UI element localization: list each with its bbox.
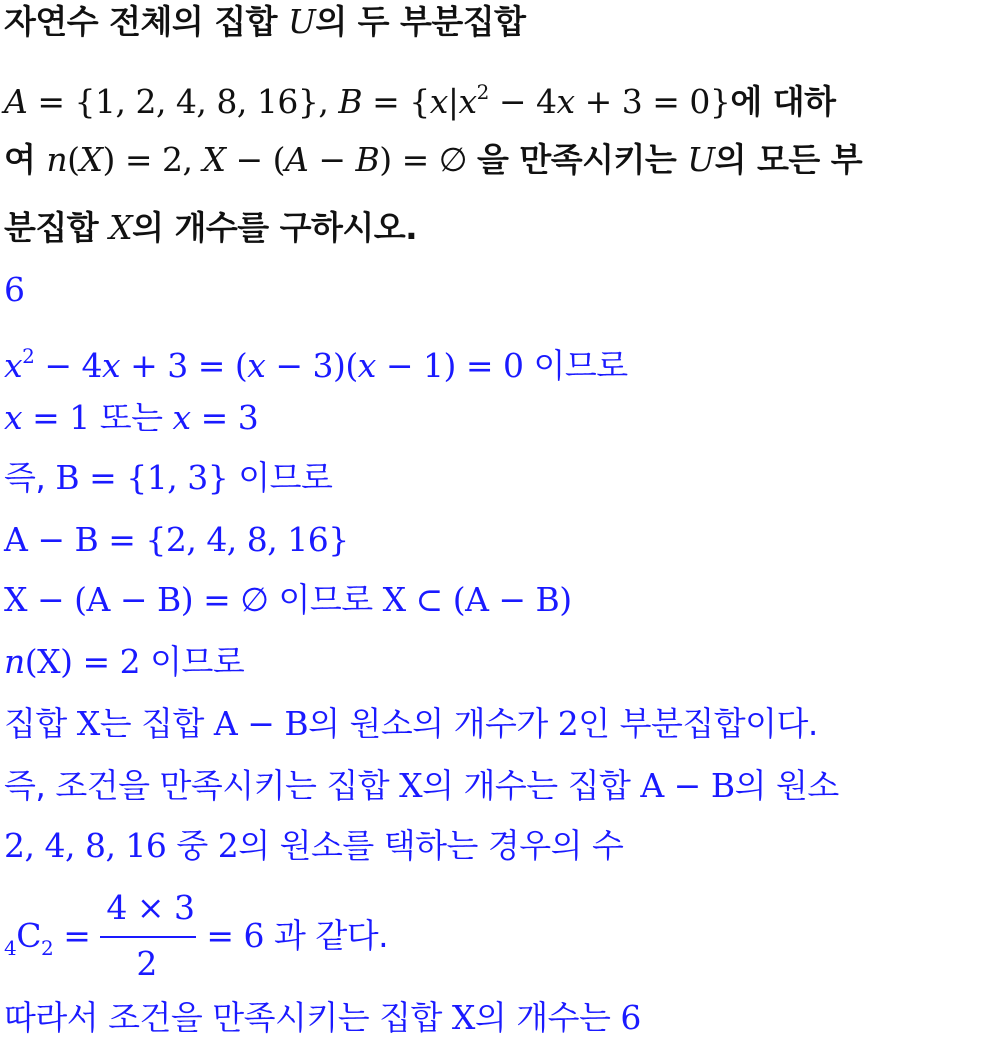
math-subscript: 4 — [4, 936, 17, 960]
question-text: 의 모든 부 — [714, 140, 863, 179]
math-symbol: x — [172, 398, 191, 437]
math-symbol: x — [102, 346, 121, 385]
math-symbol: x — [4, 346, 23, 385]
math-text: X — [451, 998, 475, 1037]
math-text: = 6 — [196, 916, 274, 955]
math-text: 2 — [217, 826, 239, 865]
math-symbol: x — [458, 82, 477, 121]
solution-text: 이므로 — [238, 458, 333, 497]
question-line-1 — [4, 2, 526, 42]
math-text: + 3 = 0} — [574, 82, 731, 121]
solution-text: 는 집합 — [99, 704, 214, 743]
math-text: 2, 4, 8, 16 — [4, 826, 177, 865]
math-text: = 1 — [22, 398, 100, 437]
math-text: ) = 2, — [102, 140, 203, 179]
solution-text: 또는 — [99, 398, 173, 437]
solution-text: 의 개수는 — [474, 998, 621, 1037]
fraction-bar — [100, 936, 196, 938]
math-text: = {1, 2, 4, 8, 16}, — [27, 82, 339, 121]
math-symbol: B — [338, 82, 363, 121]
math-text: X — [399, 766, 423, 805]
solution-line-5 — [4, 580, 572, 620]
solution-text: 인 부분집합이다. — [578, 704, 818, 743]
math-symbol: n — [46, 140, 68, 179]
math-text: C — [16, 916, 41, 955]
math-text: − ( — [225, 140, 286, 179]
math-text: − 4 — [488, 82, 557, 121]
math-text: ( — [67, 140, 80, 179]
fraction-numerator: 4 × 3 — [106, 888, 195, 927]
solution-text: 즉, 조건을 만족시키는 집합 — [4, 766, 400, 805]
question-line-3 — [4, 140, 862, 180]
math-text: + 3 = ( — [120, 346, 248, 385]
solution-line-2 — [4, 398, 258, 438]
math-text: B = {1, 3} — [55, 458, 239, 497]
math-text: X — [76, 704, 100, 743]
math-text: = 3 — [190, 398, 259, 437]
math-text: | — [447, 82, 459, 121]
math-text: A − B — [213, 704, 309, 743]
math-symbol: n — [4, 642, 25, 681]
solution-text: 의 개수는 집합 — [422, 766, 641, 805]
solution-text: 따라서 조건을 만족시키는 집합 — [4, 998, 452, 1037]
math-symbol: X — [202, 140, 226, 179]
question-text: 여 — [4, 140, 47, 179]
math-symbol: x — [4, 398, 23, 437]
solution-text: 이므로 — [150, 642, 245, 681]
solution-text: 과 같다. — [273, 916, 389, 955]
question-line-2 — [4, 72, 836, 122]
question-text: 을 만족시키는 — [477, 140, 688, 179]
solution-text: 즉, — [4, 458, 56, 497]
math-symbol: U — [288, 2, 316, 41]
math-symbol: U — [687, 140, 715, 179]
math-text: = — [53, 916, 101, 955]
answer-value: 6 — [4, 270, 25, 309]
solution-text: 의 원소를 택하는 경우의 수 — [238, 826, 624, 865]
math-exponent: 2 — [22, 344, 35, 368]
solution-line-3 — [4, 458, 332, 498]
math-symbol: B — [355, 140, 380, 179]
math-text: 2 — [557, 704, 579, 743]
solution-text: 의 원소의 개수가 — [308, 704, 558, 743]
solution-line-4 — [4, 520, 349, 560]
solution-line-7 — [4, 704, 818, 744]
question-text: 에 대하 — [730, 82, 836, 121]
solution-text: 중 — [176, 826, 218, 865]
math-symbol: A — [4, 82, 28, 121]
math-text: − 4 — [34, 346, 102, 385]
question-text: 자연수 전체의 집합 — [4, 2, 288, 41]
math-symbol: X — [79, 140, 103, 179]
solution-line-1 — [4, 336, 628, 386]
solution-text: 이므로 — [533, 346, 628, 385]
math-text: − — [308, 140, 356, 179]
math-symbol: X — [109, 208, 133, 247]
math-symbol: x — [357, 346, 376, 385]
math-symbol: A — [285, 140, 309, 179]
math-text: A − B — [640, 766, 735, 805]
math-text: 6 — [620, 998, 641, 1037]
question-text: 의 두 부분집합 — [315, 2, 526, 41]
math-text: − 3)( — [265, 346, 358, 385]
question-text: 분집합 — [4, 208, 110, 247]
fraction-denominator: 2 — [136, 944, 157, 983]
math-symbol: x — [247, 346, 266, 385]
question-text: 의 개수를 구하시오. — [132, 208, 418, 247]
math-exponent: 2 — [476, 80, 489, 104]
math-text: = { — [362, 82, 430, 121]
math-symbol: x — [429, 82, 448, 121]
math-text: X ⊂ (A − B) — [382, 580, 572, 619]
solution-line-9 — [4, 826, 623, 866]
solution-line-6 — [4, 642, 244, 682]
math-text: − 1) = 0 — [375, 346, 534, 385]
math-symbol: x — [556, 82, 575, 121]
math-text: A − B = {2, 4, 8, 16} — [4, 520, 349, 559]
solution-line-8 — [4, 766, 839, 806]
math-text: (X) = 2 — [24, 642, 151, 681]
math-subscript: 2 — [40, 936, 54, 960]
math-text: X − (A − B) = ∅ — [4, 580, 279, 619]
solution-text: 이므로 — [278, 580, 383, 619]
solution-text: 집합 — [4, 704, 77, 743]
math-text: ) = ∅ — [379, 140, 478, 179]
question-line-4 — [4, 208, 417, 248]
solution-text: 의 원소 — [734, 766, 839, 805]
solution-line-11 — [4, 998, 641, 1038]
